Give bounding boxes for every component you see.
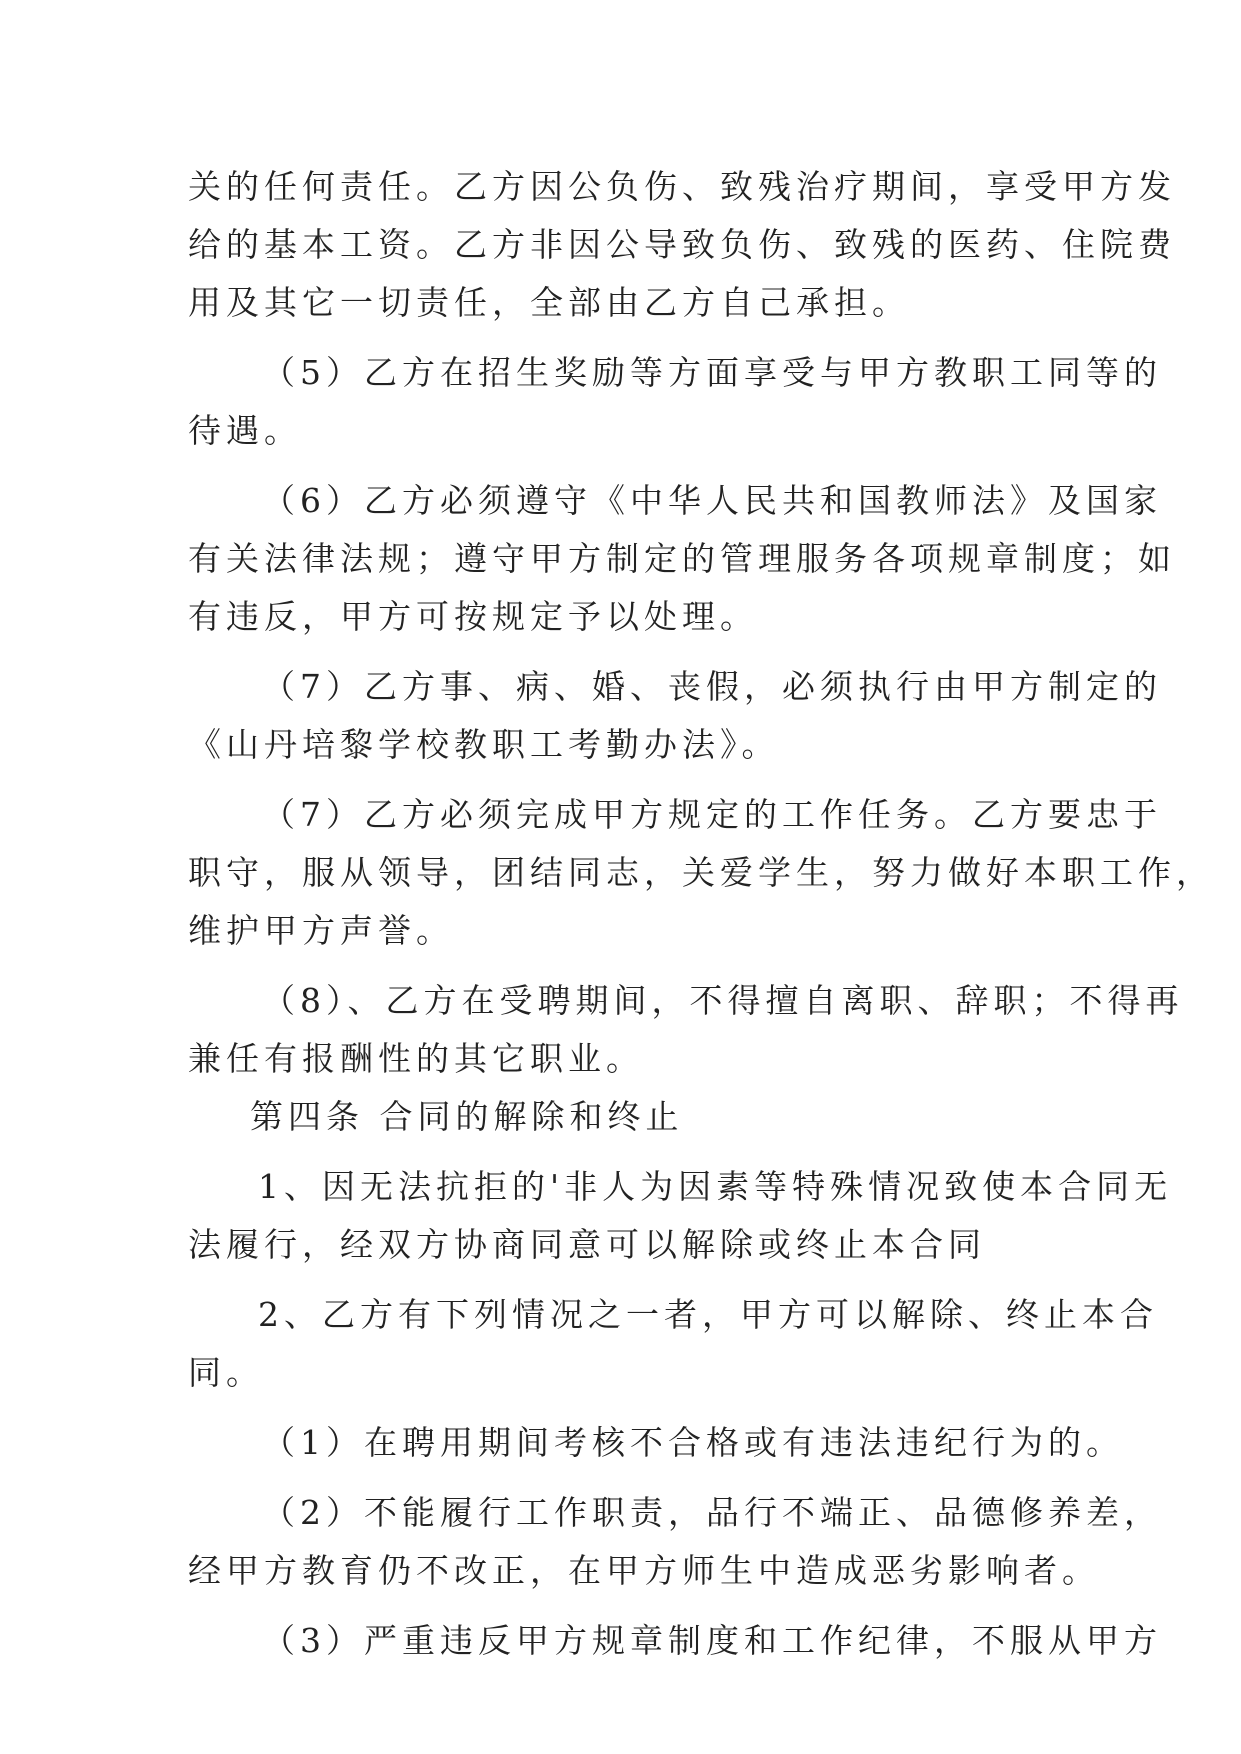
clause-5-line: 待遇。 (188, 411, 302, 450)
subitem-2-line: （2）不能履行工作职责，品行不端正、品德修养差， (262, 1493, 1162, 1532)
clause-6-line: 有关法律法规；遵守甲方制定的管理服务各项规章制度；如 (188, 539, 1176, 578)
paragraph-line: 用及其它一切责任，全部由乙方自己承担。 (188, 283, 910, 322)
clause-7-duty-line: 职守，服从领导，团结同志，关爱学生，努力做好本职工作， (188, 853, 1214, 892)
item-1-line: 法履行，经双方协商同意可以解除或终止本合同 (188, 1225, 986, 1264)
paragraph-line: 给的基本工资。乙方非因公导致负伤、致残的医药、住院费 (188, 225, 1176, 264)
paragraph-line: 关的任何责任。乙方因公负伤、致残治疗期间，享受甲方发 (188, 167, 1176, 206)
clause-7-leave-line: 《山丹培黎学校教职工考勤办法》。 (188, 725, 780, 764)
clause-6-line: 有违反，甲方可按规定予以处理。 (188, 597, 758, 636)
clause-7-leave-line: （7）乙方事、病、婚、丧假，必须执行由甲方制定的 (262, 667, 1162, 706)
subitem-2-line: 经甲方教育仍不改正，在甲方师生中造成恶劣影响者。 (188, 1551, 1100, 1590)
item-2-line: 2、乙方有下列情况之一者，甲方可以解除、终止本合 (258, 1295, 1158, 1334)
subitem-3-line: （3）严重违反甲方规章制度和工作纪律，不服从甲方 (262, 1621, 1162, 1660)
clause-7-duty-line: （7）乙方必须完成甲方规定的工作任务。乙方要忠于 (262, 795, 1162, 834)
clause-6-line: （6）乙方必须遵守《中华人民共和国教师法》及国家 (262, 481, 1162, 520)
clause-8-line: （8）、乙方在受聘期间，不得擅自离职、辞职；不得再 (262, 981, 1184, 1020)
item-1-line: 1、因无法抗拒的'非人为因素等特殊情况致使本合同无 (258, 1167, 1173, 1206)
item-2-line: 同。 (188, 1353, 264, 1392)
section-heading: 第四条 合同的解除和终止 (250, 1097, 684, 1136)
clause-8-line: 兼任有报酬性的其它职业。 (188, 1039, 644, 1078)
clause-7-duty-line: 维护甲方声誉。 (188, 911, 454, 950)
clause-5-line: （5）乙方在招生奖励等方面享受与甲方教职工同等的 (262, 353, 1162, 392)
document-body (188, 158, 1214, 1670)
subitem-1-line: （1）在聘用期间考核不合格或有违法违纪行为的。 (262, 1423, 1124, 1462)
